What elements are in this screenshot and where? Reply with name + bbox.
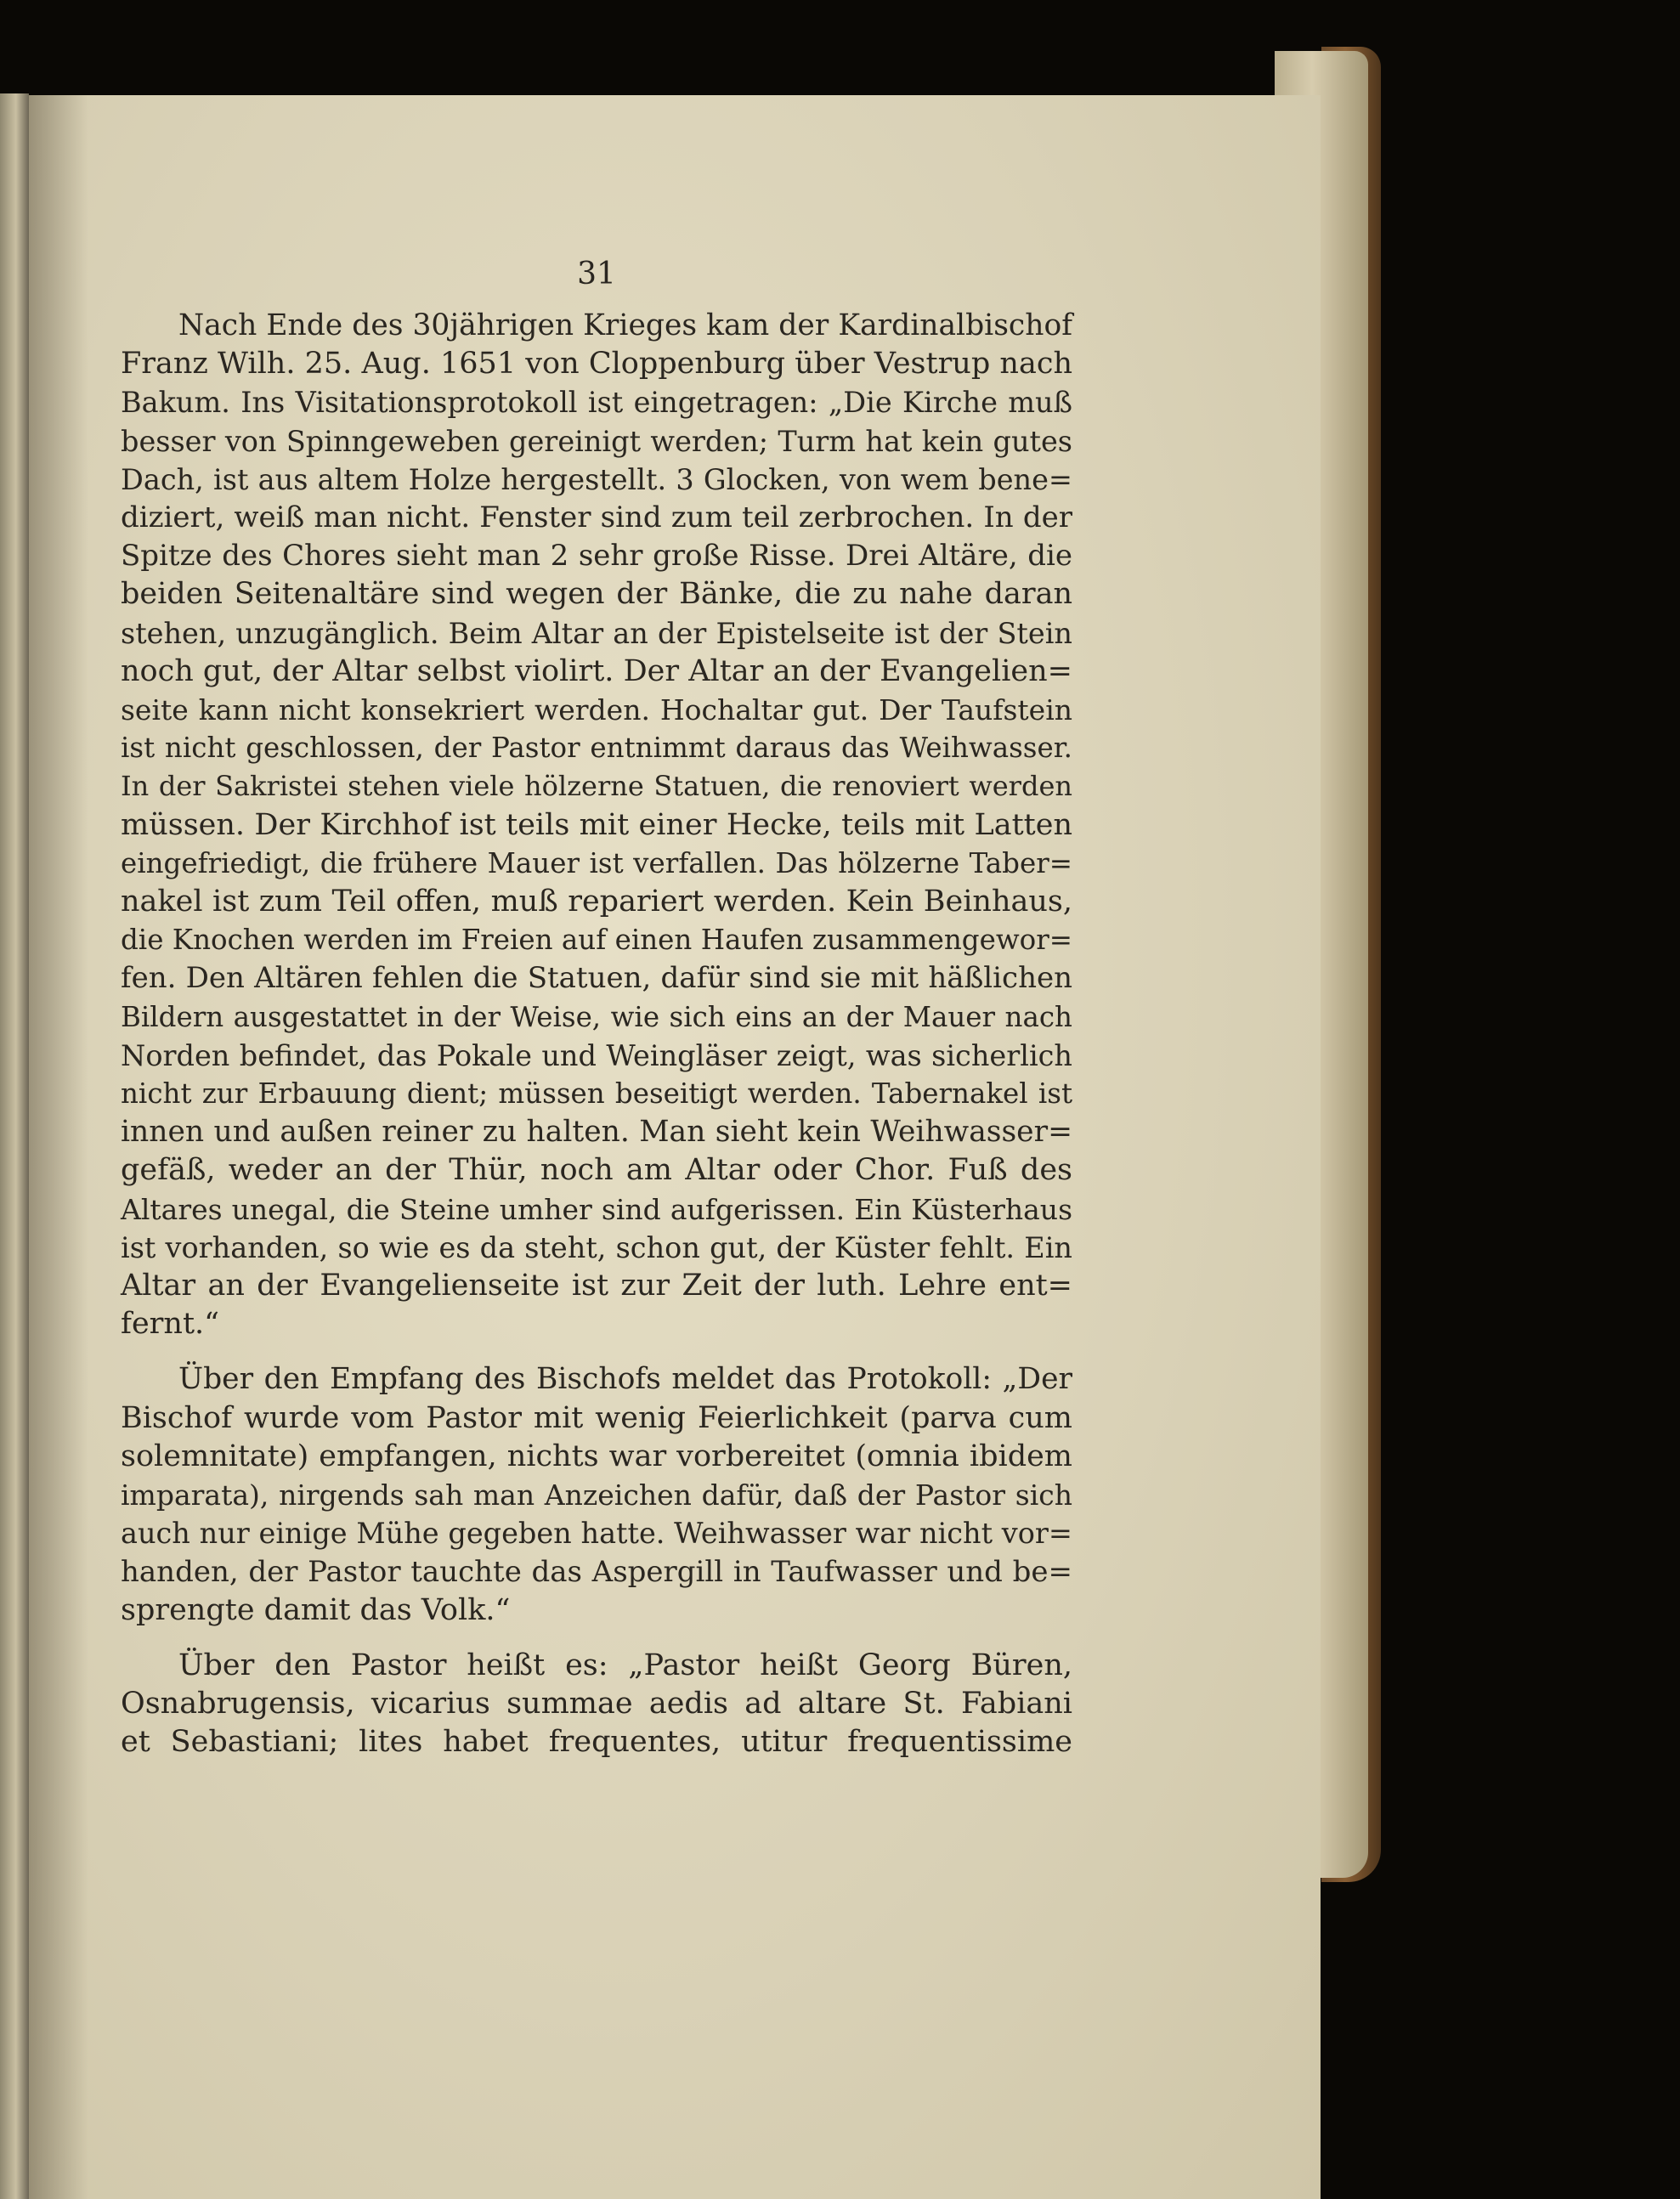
text-line: müssen. Der Kirchhof ist teils mit einer Hecke, teils mit Latten — [121, 807, 1072, 842]
text-line: stehen, unzugänglich. Beim Altar an der Epistelseite ist der Stein — [121, 616, 1072, 650]
text-line: besser von Spinngeweben gereinigt werden; Turm hat kein gutes — [121, 424, 1072, 458]
text-line: solemnitate) empfangen, nichts war vorbereitet (omnia ibidem — [121, 1439, 1072, 1473]
text-line: Norden befindet, das Pokale und Weingläser zeigt, was sicherlich — [121, 1038, 1072, 1072]
text-line: In der Sakristei stehen viele hölzerne Statuen, die renoviert werden — [121, 770, 1072, 803]
paragraph-visitation-report — [121, 307, 1072, 1343]
text-line: handen, der Pastor tauchte das Aspergill in Taufwasser und be= — [121, 1554, 1072, 1589]
text-line: Über den Pastor heißt es: „Pastor heißt Georg Büren, — [178, 1648, 1072, 1682]
text-line: imparata), nirgends sah man Anzeichen dafür, daß der Pastor sich — [121, 1478, 1072, 1512]
text-line: diziert, weiß man nicht. Fenster sind zum teil zerbrochen. In der — [121, 500, 1072, 535]
text-line: Spitze des Chores sieht man 2 sehr große Risse. Drei Altäre, die — [121, 539, 1072, 574]
text-line: nicht zur Erbauung dient; müssen beseitigt werden. Tabernakel ist — [121, 1077, 1072, 1111]
book-page — [29, 95, 1321, 2199]
text-line: auch nur einige Mühe gegeben hatte. Weihwasser war nicht vor= — [121, 1517, 1072, 1551]
spine-shadow — [29, 95, 88, 2199]
paragraph-pastor — [121, 1647, 1072, 1762]
text-line: gefäß, weder an der Thür, noch am Altar oder Chor. Fuß des — [121, 1153, 1072, 1188]
text-line: ist nicht geschlossen, der Pastor entnimmt daraus das Weihwasser. — [121, 732, 1072, 765]
text-line: et Sebastiani; lites habet frequentes, utitur frequentissime — [121, 1725, 1072, 1760]
text-line: ist vorhanden, so wie es da steht, schon gut, der Küster fehlt. Ein — [121, 1230, 1072, 1264]
text-line: fen. Den Altären fehlen die Statuen, dafür sind sie mit häßlichen — [121, 961, 1072, 996]
text-line: eingefriedigt, die frühere Mauer ist verfallen. Das hölzerne Taber= — [121, 846, 1072, 879]
text-line: Bakum. Ins Visitationsprotokoll ist eingetragen: „Die Kirche muß — [121, 386, 1072, 420]
text-line: nakel ist zum Teil offen, muß repariert werden. Kein Beinhaus, — [121, 885, 1072, 919]
text-line: Altar an der Evangelienseite ist zur Zeit der luth. Lehre ent= — [121, 1269, 1072, 1303]
text-line: sprengte damit das Volk.“ — [121, 1592, 511, 1627]
text-line: Dach, ist aus altem Holze hergestellt. 3 Glocken, von wem bene= — [121, 462, 1072, 496]
text-line: Osnabrugensis, vicarius summae aedis ad altare St. Fabiani — [121, 1687, 1072, 1721]
text-line: noch gut, der Altar selbst violirt. Der Altar an der Evangelien= — [121, 653, 1072, 688]
text-line: Über den Empfang des Bischofs meldet das Protokoll: „Der — [178, 1362, 1072, 1397]
text-line: Bildern ausgestattet in der Weise, wie sich eins an der Mauer nach — [121, 1000, 1072, 1033]
text-line: innen und außen reiner zu halten. Man sieht kein Weihwasser= — [121, 1115, 1072, 1150]
paragraph-bishop-reception — [121, 1360, 1072, 1629]
text-line: fernt.“ — [121, 1307, 220, 1342]
left-page-edge — [0, 93, 29, 2199]
text-line: Franz Wilh. 25. Aug. 1651 von Cloppenburg über Vestrup nach — [121, 347, 1072, 382]
text-line: Bischof wurde vom Pastor mit wenig Feierlichkeit (parva cum — [121, 1400, 1072, 1435]
text-line: Nach Ende des 30jährigen Krieges kam der Kardinalbischof — [178, 308, 1072, 342]
page-text — [121, 257, 1072, 1762]
text-line: die Knochen werden im Freien auf einen Haufen zusammengewor= — [121, 924, 1072, 957]
text-line: beiden Seitenaltäre sind wegen der Bänke, die zu nahe daran — [121, 577, 1072, 612]
page-number: 31 — [577, 257, 616, 291]
text-line: Altares unegal, die Steine umher sind aufgerissen. Ein Küsterhaus — [121, 1192, 1072, 1226]
text-line: seite kann nicht konsekriert werden. Hochaltar gut. Der Taufstein — [121, 693, 1072, 727]
